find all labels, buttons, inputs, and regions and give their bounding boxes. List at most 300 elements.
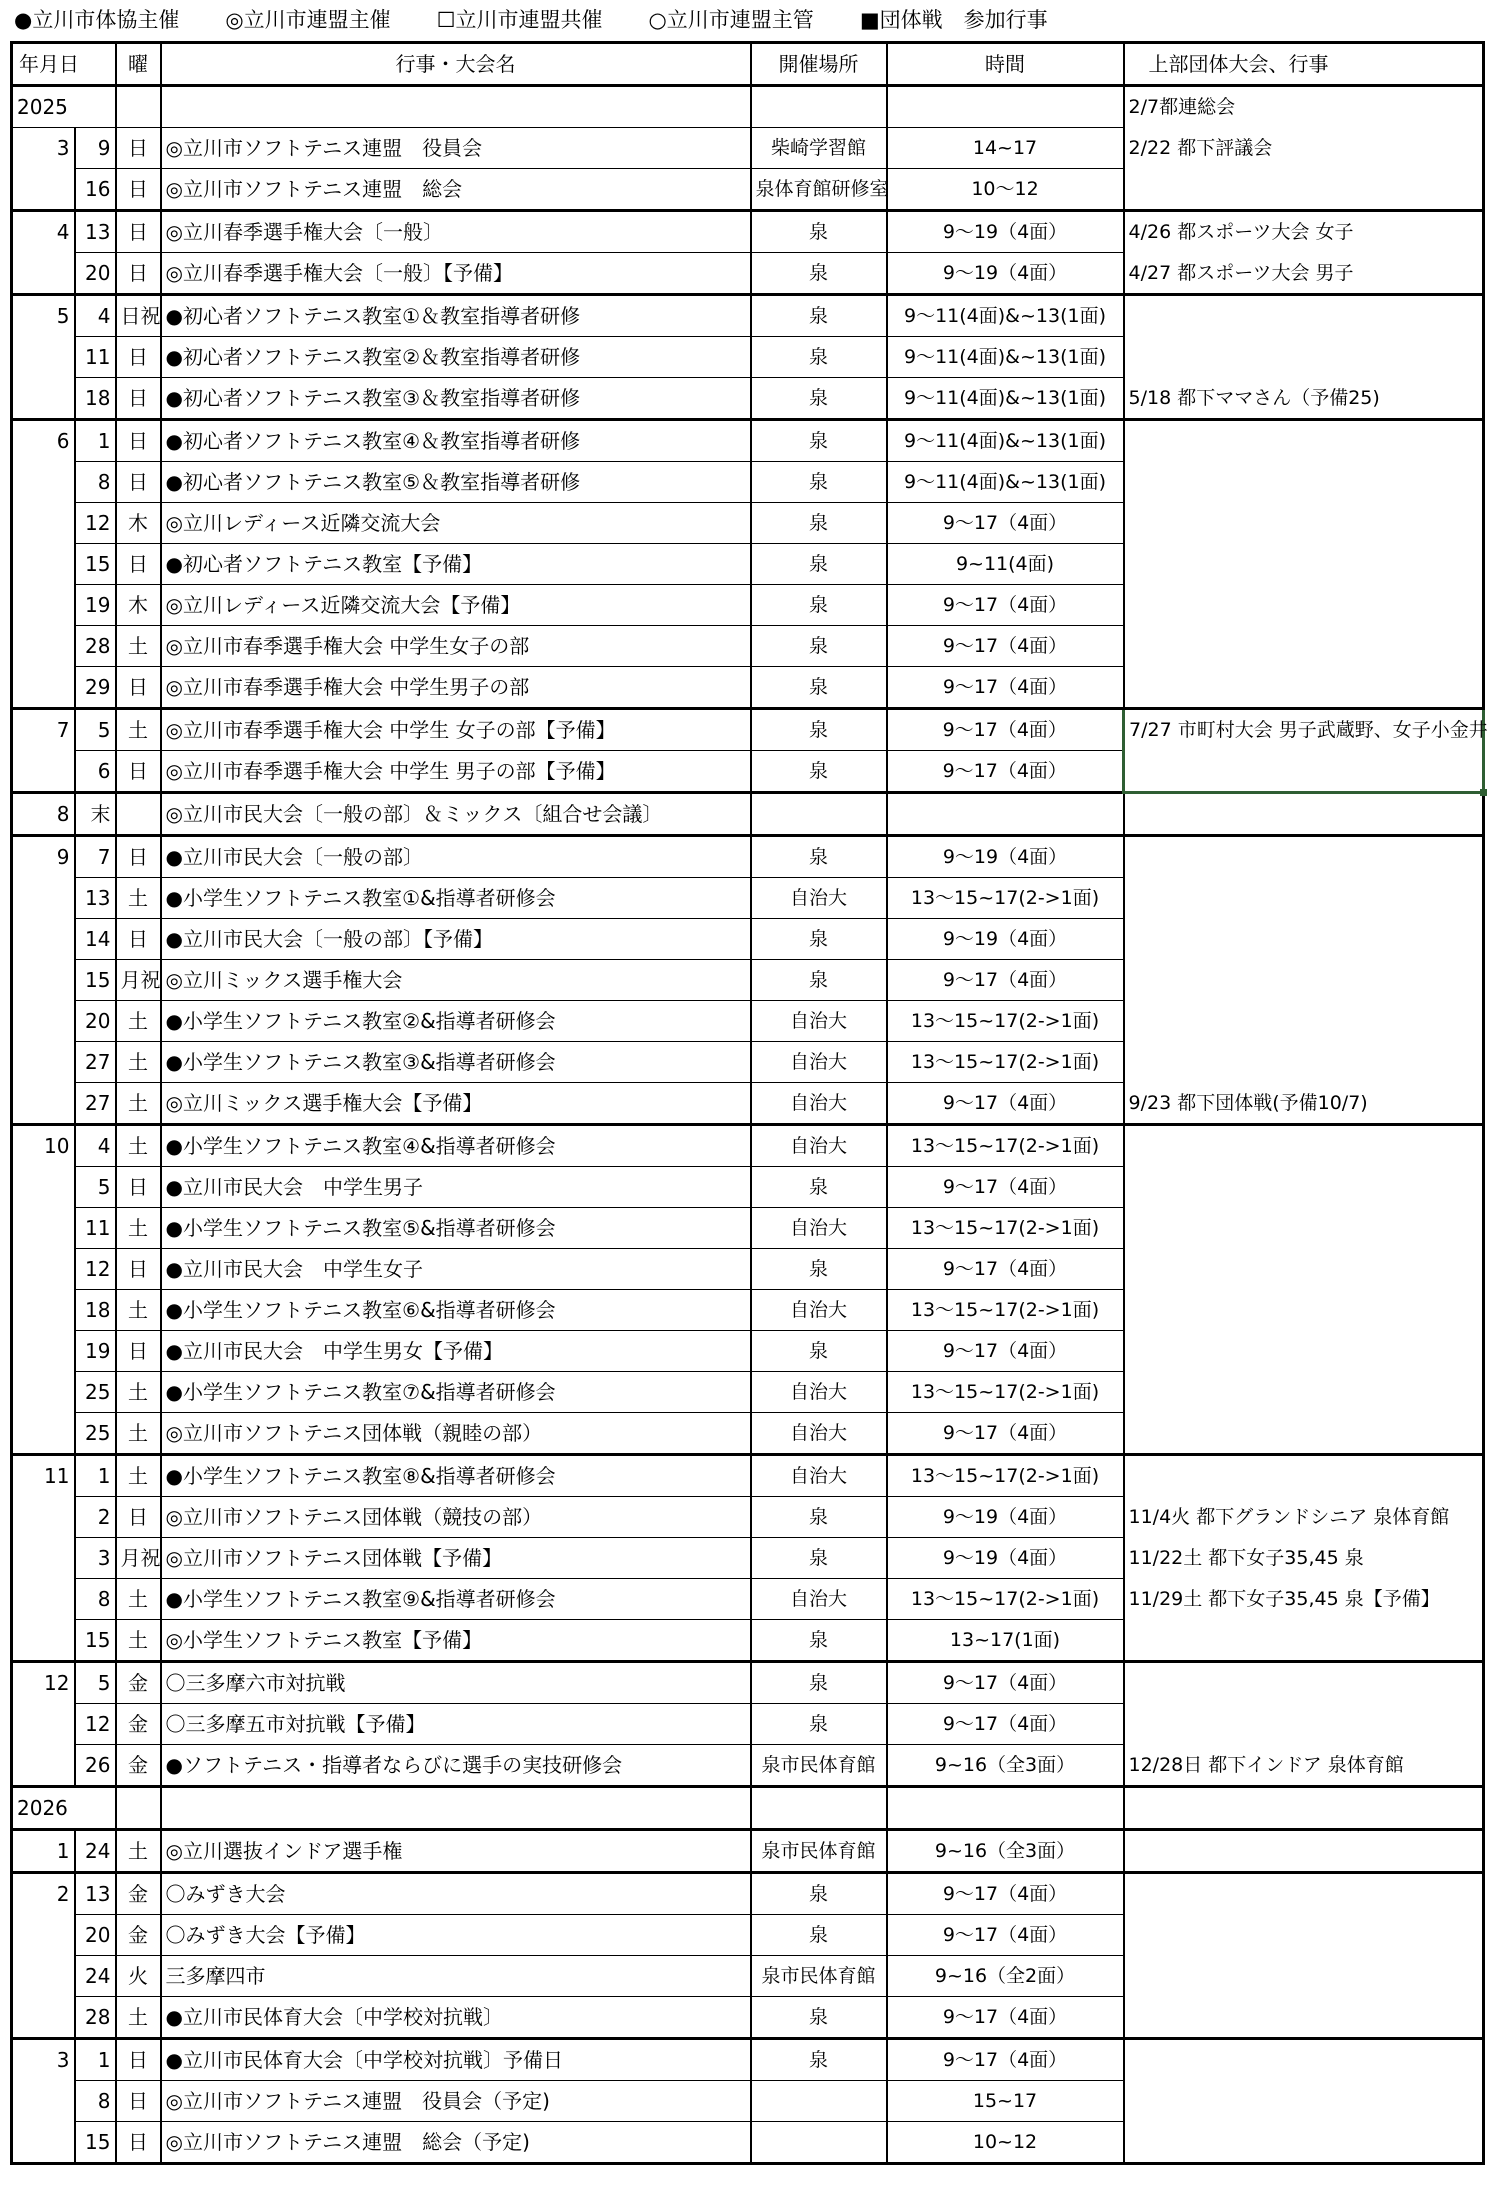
upper-event-cell <box>1124 626 1484 667</box>
upper-event-cell <box>1124 1620 1484 1662</box>
table-row <box>12 793 1484 836</box>
venue-cell: 泉 <box>751 1997 887 2039</box>
time-cell: 13~17(1面) <box>887 1620 1124 1662</box>
month-cell <box>12 919 75 960</box>
month-cell <box>12 1620 75 1662</box>
weekday-cell: 日 <box>116 128 161 169</box>
month-cell: 1 <box>12 1830 75 1873</box>
time-cell: 9～11(4面)&~13(1面) <box>887 295 1124 337</box>
event-cell: ●小学生ソフトテニス教室②&指導者研修会 <box>161 1001 751 1042</box>
legend-item-dantai: ■団体戦 参加行事 <box>859 8 1048 32</box>
weekday-cell: 土 <box>116 1579 161 1620</box>
day-cell: 24 <box>75 1956 116 1997</box>
time-cell <box>887 793 1124 836</box>
weekday-cell: 金 <box>116 1745 161 1787</box>
table-row <box>12 337 1484 378</box>
table-row <box>12 1372 1484 1413</box>
month-cell <box>12 253 75 295</box>
month-cell <box>12 1208 75 1249</box>
weekday-cell: 日 <box>116 253 161 295</box>
table-row <box>12 1208 1484 1249</box>
month-cell <box>12 667 75 709</box>
weekday-cell: 日 <box>116 836 161 878</box>
upper-event-cell: 2/7都連総会 <box>1128 96 1236 119</box>
day-cell: 26 <box>75 1745 116 1787</box>
venue-cell: 自治大 <box>751 1208 887 1249</box>
upper-event-cell <box>1124 836 1484 878</box>
day-cell: 8 <box>75 2081 116 2122</box>
day-cell: 8 <box>75 462 116 503</box>
upper-event-cell: 11/4火 都下グランドシニア 泉体育館 <box>1128 1506 1450 1528</box>
venue-cell: 泉 <box>751 960 887 1001</box>
table-row <box>12 960 1484 1001</box>
time-cell: 13～15~17(2->1面) <box>887 1001 1124 1042</box>
time-cell <box>887 1787 1124 1830</box>
table-row <box>12 1538 1484 1579</box>
venue-cell: 泉 <box>751 1915 887 1956</box>
time-cell: 13～15~17(2->1面) <box>887 1208 1124 1249</box>
event-cell: ●小学生ソフトテニス教室①&指導者研修会 <box>161 878 751 919</box>
upper-event-cell <box>1124 1455 1484 1497</box>
table-row <box>12 1042 1484 1083</box>
venue-cell: 泉 <box>751 378 887 420</box>
time-cell: 9～17（4面） <box>887 751 1124 793</box>
table-row <box>12 2081 1484 2122</box>
legend-item-renmei-shukan: ○立川市連盟主管 <box>648 8 814 32</box>
day-cell: 20 <box>75 1001 116 1042</box>
month-cell <box>12 462 75 503</box>
event-cell: ●小学生ソフトテニス教室⑦&指導者研修会 <box>161 1372 751 1413</box>
table-row <box>12 1290 1484 1331</box>
day-cell: 20 <box>75 253 116 295</box>
event-cell: ◎立川市ソフトテニス連盟 役員会 <box>161 128 751 169</box>
time-cell: 9~16（全3面） <box>887 1745 1124 1787</box>
event-cell: ●小学生ソフトテニス教室⑥&指導者研修会 <box>161 1290 751 1331</box>
time-cell: 9～17（4面） <box>887 1167 1124 1208</box>
day-cell: 28 <box>75 626 116 667</box>
event-cell: ●立川市民体育大会〔中学校対抗戦〕 <box>161 1997 751 2039</box>
event-cell: ◎立川市民大会〔一般の部〕＆ミックス〔組合せ会議〕 <box>161 793 751 836</box>
table-row <box>12 169 1484 211</box>
time-cell: 9～17（4面） <box>887 1915 1124 1956</box>
weekday-cell: 日 <box>116 211 161 253</box>
event-cell: ◎立川市春季選手権大会 中学生男子の部 <box>161 667 751 709</box>
table-row <box>12 1620 1484 1662</box>
weekday-cell <box>116 1787 161 1830</box>
venue-cell: 泉 <box>751 1249 887 1290</box>
table-row <box>12 1249 1484 1290</box>
time-cell: 9～17（4面） <box>887 585 1124 626</box>
upper-event-cell: 11/22土 都下女子35,45 泉 <box>1128 1547 1364 1569</box>
month-cell: 5 <box>12 295 75 337</box>
time-cell <box>887 86 1124 128</box>
day-cell: 5 <box>75 1662 116 1704</box>
event-cell: ●小学生ソフトテニス教室⑤&指導者研修会 <box>161 1208 751 1249</box>
event-cell <box>161 86 751 128</box>
event-cell: ●立川市民体育大会〔中学校対抗戦〕予備日 <box>161 2039 751 2081</box>
day-cell: 14 <box>75 919 116 960</box>
upper-event-cell: 9/23 都下団体戦(予備10/7) <box>1124 1083 1484 1125</box>
upper-event-cell <box>1124 1956 1484 1997</box>
day-cell: 27 <box>75 1042 116 1083</box>
weekday-cell: 日 <box>116 378 161 420</box>
time-cell: 9~11(4面) <box>887 544 1124 585</box>
month-cell <box>12 1956 75 1997</box>
venue-cell: 泉市民体育館 <box>751 1956 887 1997</box>
weekday-cell: 月祝 <box>116 1538 161 1579</box>
day-cell: 15 <box>75 2122 116 2164</box>
weekday-cell: 日 <box>116 2122 161 2164</box>
upper-event-cell: 4/26 都スポーツ大会 女子 <box>1128 221 1354 244</box>
table-row <box>12 462 1484 503</box>
weekday-cell <box>116 793 161 836</box>
table-row <box>12 585 1484 626</box>
upper-event-cell <box>1124 1413 1484 1455</box>
venue-cell: 自治大 <box>751 878 887 919</box>
time-cell: 13～15~17(2->1面) <box>887 1455 1124 1497</box>
event-cell: ●初心者ソフトテニス教室⑤＆教室指導者研修 <box>161 462 751 503</box>
event-cell: ●小学生ソフトテニス教室③&指導者研修会 <box>161 1042 751 1083</box>
time-cell: 9～17（4面） <box>887 503 1124 544</box>
venue-cell: 泉 <box>751 462 887 503</box>
venue-cell <box>751 793 887 836</box>
month-cell <box>12 1915 75 1956</box>
weekday-cell: 土 <box>116 1830 161 1873</box>
event-cell: 〇みずき大会 <box>161 1873 751 1915</box>
month-cell <box>12 1997 75 2039</box>
weekday-cell: 火 <box>116 1956 161 1997</box>
month-cell: 2 <box>12 1873 75 1915</box>
legend-item-taikyo: ●立川市体協主催 <box>14 8 180 32</box>
time-cell: 9～17（4面） <box>887 1997 1124 2039</box>
weekday-cell: 土 <box>116 709 161 751</box>
day-cell: 25 <box>75 1413 116 1455</box>
upper-event-cell <box>1124 960 1484 1001</box>
day-cell: 15 <box>75 960 116 1001</box>
table-row <box>12 1745 1484 1787</box>
time-cell: 9~16（全3面） <box>887 1830 1124 1873</box>
upper-event-cell <box>1124 1830 1484 1873</box>
day-cell: 28 <box>75 1997 116 2039</box>
time-cell: 9～17（4面） <box>887 667 1124 709</box>
day-cell: 1 <box>75 1455 116 1497</box>
day-cell: 29 <box>75 667 116 709</box>
table-row <box>12 1704 1484 1745</box>
weekday-cell: 金 <box>116 1704 161 1745</box>
table-row <box>12 2122 1484 2164</box>
month-cell <box>12 337 75 378</box>
weekday-cell: 日 <box>116 2039 161 2081</box>
venue-cell: 泉 <box>751 211 887 253</box>
weekday-cell: 土 <box>116 626 161 667</box>
weekday-cell: 土 <box>116 1997 161 2039</box>
time-cell: 9～19（4面） <box>887 1497 1124 1538</box>
event-cell: ●初心者ソフトテニス教室④＆教室指導者研修 <box>161 420 751 462</box>
table-row <box>12 1001 1484 1042</box>
day-cell: 12 <box>75 1249 116 1290</box>
upper-event-cell <box>1124 295 1484 337</box>
event-cell: ◎立川レディース近隣交流大会 <box>161 503 751 544</box>
day-cell: 8 <box>75 1579 116 1620</box>
day-cell: 19 <box>75 585 116 626</box>
day-cell: 13 <box>75 211 116 253</box>
time-cell: 9～17（4面） <box>887 1249 1124 1290</box>
year-cell: 2026 <box>12 1787 116 1830</box>
venue-cell: 泉 <box>751 626 887 667</box>
venue-cell: 自治大 <box>751 1579 887 1620</box>
event-cell: 〇みずき大会【予備】 <box>161 1915 751 1956</box>
venue-cell: 泉 <box>751 1331 887 1372</box>
venue-cell: 泉 <box>751 709 887 751</box>
header-time: 時間 <box>887 43 1124 86</box>
upper-event-cell: 12/28日 都下インドア 泉体育館 <box>1124 1745 1484 1787</box>
weekday-cell: 日 <box>116 1249 161 1290</box>
header-weekday: 曜 <box>116 43 161 86</box>
weekday-cell: 土 <box>116 1125 161 1167</box>
time-cell: 9～11(4面)&~13(1面) <box>887 420 1124 462</box>
month-cell <box>12 1042 75 1083</box>
time-cell: 9～17（4面） <box>887 2039 1124 2081</box>
event-cell: 〇三多摩五市対抗戦【予備】 <box>161 1704 751 1745</box>
table-row <box>12 709 1484 751</box>
time-cell: 13～15~17(2->1面) <box>887 878 1124 919</box>
month-cell <box>12 1497 75 1538</box>
day-cell: 12 <box>75 503 116 544</box>
day-cell: 4 <box>75 295 116 337</box>
month-cell: 8 <box>12 793 75 836</box>
day-cell: 12 <box>75 1704 116 1745</box>
venue-cell: 自治大 <box>751 1083 887 1125</box>
table-row <box>12 295 1484 337</box>
venue-cell <box>751 2122 887 2164</box>
table-row <box>12 1579 1484 1620</box>
time-cell: 10~12 <box>887 2122 1124 2164</box>
event-cell: ◎立川市春季選手権大会 中学生女子の部 <box>161 626 751 667</box>
day-cell: 13 <box>75 878 116 919</box>
day-cell: 5 <box>75 1167 116 1208</box>
weekday-cell: 土 <box>116 1620 161 1662</box>
upper-event-cell <box>1124 2081 1484 2122</box>
time-cell: 9～17（4面） <box>887 1873 1124 1915</box>
weekday-cell: 木 <box>116 585 161 626</box>
day-cell: 7 <box>75 836 116 878</box>
event-cell: ●初心者ソフトテニス教室③＆教室指導者研修 <box>161 378 751 420</box>
time-cell: 14~17 <box>887 128 1124 169</box>
legend-item-renmei-shusai: ◎立川市連盟主催 <box>225 8 391 32</box>
venue-cell: 泉 <box>751 420 887 462</box>
month-cell <box>12 1579 75 1620</box>
time-cell: 9～17（4面） <box>887 626 1124 667</box>
weekday-cell: 金 <box>116 1662 161 1704</box>
month-cell <box>12 878 75 919</box>
month-cell <box>12 1001 75 1042</box>
upper-event-cell-selected[interactable]: 7/27 市町村大会 男子武蔵野、女子小金井 <box>1124 709 1484 793</box>
venue-cell: 泉 <box>751 1167 887 1208</box>
day-cell: 4 <box>75 1125 116 1167</box>
upper-event-cell: 4/27 都スポーツ大会 男子 <box>1124 253 1484 295</box>
event-cell: ◎立川市ソフトテニス連盟 総会 <box>161 169 751 211</box>
upper-event-cell <box>1124 1249 1484 1290</box>
day-cell: 16 <box>75 169 116 211</box>
upper-event-cell <box>1124 1001 1484 1042</box>
upper-event-cell <box>1124 1997 1484 2039</box>
upper-event-cell <box>1124 1372 1484 1413</box>
table-row <box>12 1997 1484 2039</box>
venue-cell: 泉 <box>751 751 887 793</box>
venue-cell: 自治大 <box>751 1372 887 1413</box>
venue-cell <box>751 86 887 128</box>
time-cell: 9~16（全2面） <box>887 1956 1124 1997</box>
month-cell <box>12 2122 75 2164</box>
venue-cell: 自治大 <box>751 1001 887 1042</box>
venue-cell: 泉 <box>751 1497 887 1538</box>
time-cell: 13～15~17(2->1面) <box>887 1125 1124 1167</box>
event-cell: ◎立川レディース近隣交流大会【予備】 <box>161 585 751 626</box>
day-cell: 13 <box>75 1873 116 1915</box>
day-cell: 19 <box>75 1331 116 1372</box>
event-cell: ●立川市民大会〔一般の部〕 <box>161 836 751 878</box>
month-cell: 9 <box>12 836 75 878</box>
weekday-cell: 土 <box>116 1083 161 1125</box>
day-cell: 18 <box>75 1290 116 1331</box>
month-cell <box>12 1083 75 1125</box>
venue-cell: 泉 <box>751 667 887 709</box>
table-row <box>12 667 1484 709</box>
venue-cell: 自治大 <box>751 1413 887 1455</box>
upper-event-cell <box>1124 420 1484 462</box>
day-cell: 25 <box>75 1372 116 1413</box>
month-cell: 7 <box>12 709 75 751</box>
table-row <box>12 1331 1484 1372</box>
table-row <box>12 128 1484 169</box>
month-cell <box>12 585 75 626</box>
year-cell: 2025 <box>12 86 116 128</box>
time-cell: 9～17（4面） <box>887 1704 1124 1745</box>
upper-event-cell <box>1124 585 1484 626</box>
venue-cell: 自治大 <box>751 1125 887 1167</box>
table-row <box>12 1915 1484 1956</box>
venue-cell: 泉 <box>751 1538 887 1579</box>
weekday-cell: 土 <box>116 1208 161 1249</box>
month-cell <box>12 169 75 211</box>
event-cell: ◎立川市春季選手権大会 中学生 女子の部【予備】 <box>161 709 751 751</box>
month-cell <box>12 1538 75 1579</box>
header-date: 年月日 <box>12 43 116 86</box>
weekday-cell: 土 <box>116 878 161 919</box>
table-row <box>12 211 1484 253</box>
time-cell: 15~17 <box>887 2081 1124 2122</box>
upper-event-cell <box>1124 1331 1484 1372</box>
day-cell: 5 <box>75 709 116 751</box>
upper-event-cell <box>1124 1787 1484 1830</box>
venue-cell: 泉 <box>751 1704 887 1745</box>
upper-event-cell <box>1124 2122 1484 2164</box>
day-cell: 15 <box>75 1620 116 1662</box>
weekday-cell: 日 <box>116 667 161 709</box>
day-cell: 6 <box>75 751 116 793</box>
venue-cell: 柴崎学習館 <box>751 128 887 169</box>
venue-cell: 泉 <box>751 2039 887 2081</box>
event-cell <box>161 1787 751 1830</box>
time-cell: 13～15~17(2->1面) <box>887 1290 1124 1331</box>
upper-event-cell <box>1124 1915 1484 1956</box>
table-row <box>12 1497 1484 1538</box>
day-cell: 20 <box>75 1915 116 1956</box>
weekday-cell: 日 <box>116 544 161 585</box>
table-row <box>12 1956 1484 1997</box>
event-cell: ●初心者ソフトテニス教室①＆教室指導者研修 <box>161 295 751 337</box>
upper-event-cell <box>1124 1704 1484 1745</box>
weekday-cell <box>116 86 161 128</box>
upper-event-cell <box>1124 793 1484 836</box>
weekday-cell: 月祝 <box>116 960 161 1001</box>
month-cell <box>12 960 75 1001</box>
table-row <box>12 253 1484 295</box>
month-cell <box>12 1372 75 1413</box>
venue-cell: 泉 <box>751 919 887 960</box>
time-cell: 13～15~17(2->1面) <box>887 1372 1124 1413</box>
weekday-cell: 日 <box>116 751 161 793</box>
venue-cell: 泉 <box>751 544 887 585</box>
upper-event-cell <box>1124 878 1484 919</box>
event-cell: 〇三多摩六市対抗戦 <box>161 1662 751 1704</box>
venue-cell: 泉 <box>751 295 887 337</box>
day-cell: 3 <box>75 1538 116 1579</box>
month-cell: 6 <box>12 420 75 462</box>
month-cell: 3 <box>12 128 75 169</box>
time-cell: 9～17（4面） <box>887 960 1124 1001</box>
day-cell: 末 <box>75 793 116 836</box>
event-cell: ●小学生ソフトテニス教室⑨&指導者研修会 <box>161 1579 751 1620</box>
upper-event-cell: 11/29土 都下女子35,45 泉【予備】 <box>1128 1588 1440 1610</box>
venue-cell: 自治大 <box>751 1042 887 1083</box>
upper-event-cell <box>1124 462 1484 503</box>
time-cell: 13～15~17(2->1面) <box>887 1579 1124 1620</box>
month-cell: 3 <box>12 2039 75 2081</box>
weekday-cell: 日 <box>116 2081 161 2122</box>
event-cell: ◎立川春季選手権大会〔一般〕【予備】 <box>161 253 751 295</box>
event-cell: ◎立川市ソフトテニス連盟 総会（予定) <box>161 2122 751 2164</box>
event-cell: ●立川市民大会 中学生男子 <box>161 1167 751 1208</box>
weekday-cell: 金 <box>116 1915 161 1956</box>
header-event: 行事・大会名 <box>161 43 751 86</box>
venue-cell: 泉 <box>751 253 887 295</box>
year-row <box>12 1787 1484 1830</box>
event-cell: ◎立川市ソフトテニス団体戦（親睦の部） <box>161 1413 751 1455</box>
day-cell: 24 <box>75 1830 116 1873</box>
event-cell: ◎立川市春季選手権大会 中学生 男子の部【予備】 <box>161 751 751 793</box>
weekday-cell: 日 <box>116 337 161 378</box>
upper-event-cell <box>1124 1662 1484 1704</box>
month-cell <box>12 626 75 667</box>
venue-cell <box>751 1787 887 1830</box>
event-cell: ◎立川選抜インドア選手権 <box>161 1830 751 1873</box>
time-cell: 9～11(4面)&~13(1面) <box>887 462 1124 503</box>
time-cell: 9～17（4面） <box>887 1331 1124 1372</box>
weekday-cell: 土 <box>116 1413 161 1455</box>
weekday-cell: 木 <box>116 503 161 544</box>
month-cell: 10 <box>12 1125 75 1167</box>
day-cell: 11 <box>75 1208 116 1249</box>
month-cell <box>12 503 75 544</box>
header-row <box>12 43 1484 86</box>
day-cell: 11 <box>75 337 116 378</box>
upper-event-cell: 5/18 都下ママさん（予備25) <box>1124 378 1484 420</box>
upper-event-cell <box>1124 169 1484 211</box>
weekday-cell: 日 <box>116 169 161 211</box>
table-row <box>12 919 1484 960</box>
month-cell: 11 <box>12 1455 75 1497</box>
